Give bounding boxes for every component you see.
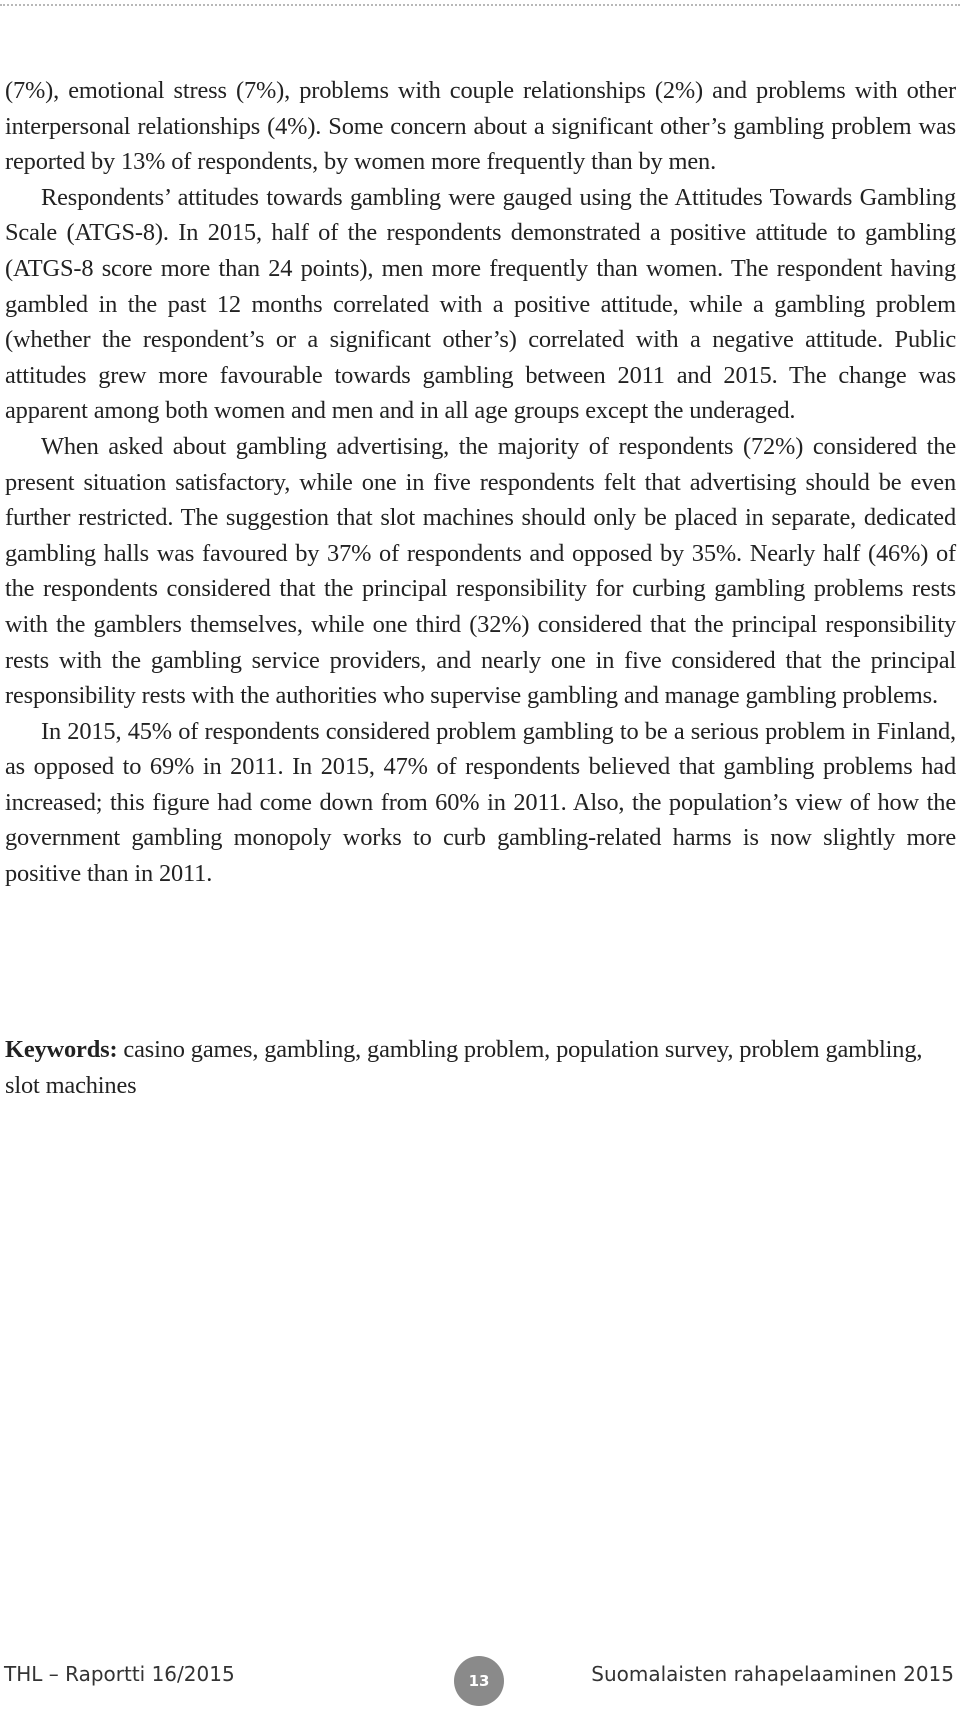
top-dotted-rule	[0, 4, 960, 6]
keywords-label: Keywords:	[5, 1036, 118, 1063]
paragraph-1: (7%), emotional stress (7%), problems with couple relationships (2%) and problems with other interpersonal relationships (4%). Some concern about a significant other’s gambling problem was reported by 13% of respondents, by women more frequently than by men.	[5, 77, 956, 176]
keywords	[5, 1032, 956, 1103]
page-number-badge: 13	[454, 1656, 504, 1706]
paragraph-2: Respondents’ attitudes towards gambling were gauged using the Attitudes Towards Gambling Scale (ATGS-8). In 2015, half of the respondents demonstrated a positive attitude to gambling (ATGS-8 score more than 24 points), men more frequently than women. The respondent having gambled in the past 12 months correlated with a positive attitude, while a gambling problem (whether the respondent’s or a significant other’s) correlated with a negative attitude. Public attitudes grew more favourable towards gambling between 2011 and 2015. The change was apparent among both women and men and in all age groups except the underaged.	[5, 183, 956, 425]
paragraph-4: In 2015, 45% of respondents considered problem gambling to be a serious problem in Finland, as opposed to 69% in 2011. In 2015, 47% of respondents believed that gambling problems had increased; this figure had come down from 60% in 2011. Also, the population’s view of how the government gambling monopoly works to curb gambling-related harms is now slightly more positive than in 2011.	[5, 717, 956, 888]
page-footer	[0, 1656, 960, 1696]
footer-report-name: THL – Raportti 16/2015	[4, 1662, 235, 1686]
body-text	[5, 73, 956, 892]
paragraph-3: When asked about gambling advertising, the majority of respondents (72%) considered the present situation satisfactory, while one in five respondents felt that advertising should be even further restricted. The suggestion that slot machines should only be placed in separate, dedicated gambling halls was favoured by 37% of respondents and opposed by 35%. Nearly half (46%) of the respondents considered that the principal responsibility for curbing gambling problems rests with the gamblers themselves, while one third (32%) considered that the principal responsibility rests with the gambling service providers, and nearly one in five considered that the principal responsibility rests with the authorities who supervise gambling and manage gambling problems.	[5, 432, 956, 710]
keywords-text: casino games, gambling, gambling problem, population survey, problem gambling, slot machines	[5, 1036, 923, 1099]
footer-publication-title: Suomalaisten rahapelaaminen 2015	[591, 1662, 954, 1686]
